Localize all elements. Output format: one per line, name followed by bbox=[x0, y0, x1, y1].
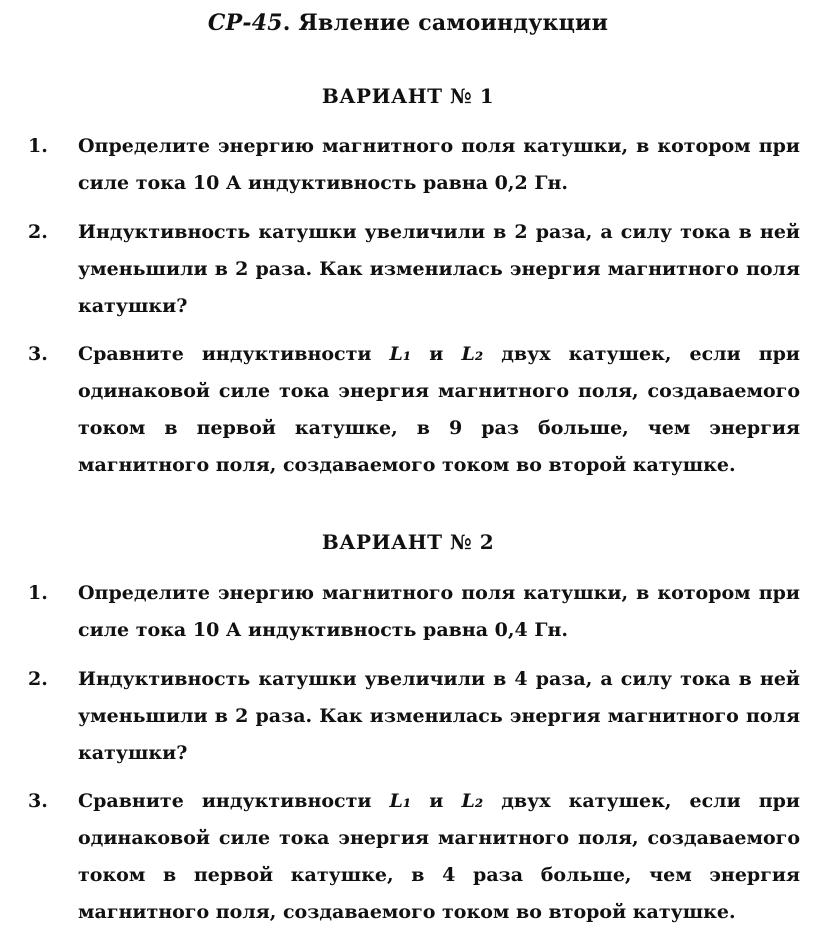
page-title bbox=[0, 10, 816, 36]
problem-text: Определите энергию магнитного поля катушки, в котором при силе тока 10 А индуктивность равна 0,4 Гн. bbox=[78, 582, 800, 641]
variant-2-heading: ВАРИАНТ № 2 bbox=[321, 530, 495, 554]
inductance-l2: L₂ bbox=[461, 343, 484, 365]
inductance-l1: L₁ bbox=[389, 343, 412, 365]
problem-text: Определите энергию магнитного поля катушки, в котором при силе тока 10 А индуктивность равна 0,2 Гн. bbox=[78, 135, 800, 194]
problem-text-and: и bbox=[411, 343, 462, 365]
problem-number: 2. bbox=[28, 668, 48, 690]
problem-text: Индуктивность катушки увеличили в 2 раза, а силу тока в ней уменьшили в 2 раза. Как изменилась энергия магнитного поля катушки? bbox=[78, 221, 800, 317]
problem-text-before: Сравните индуктивности bbox=[78, 343, 390, 365]
problem-number: 2. bbox=[28, 221, 48, 243]
variant-2-problem-3 bbox=[28, 783, 800, 931]
problem-number: 3. bbox=[28, 343, 48, 365]
variant-1-heading: ВАРИАНТ № 1 bbox=[321, 84, 495, 108]
problem-text-before: Сравните индуктивности bbox=[78, 790, 390, 812]
variant-2-problem-1 bbox=[28, 575, 800, 649]
problem-text-after: двух катушек, если при одинаковой силе тока энергия магнитного поля, создаваемого током в первой катушке, в 9 раз больше, чем энергия магнитного поля, создаваемого током во второй катушке. bbox=[78, 343, 801, 476]
worksheet-topic: . Явление самоиндукции bbox=[282, 10, 609, 36]
problem-number: 1. bbox=[28, 582, 48, 604]
variant-2-problem-2 bbox=[28, 661, 800, 772]
problem-text-after: двух катушек, если при одинаковой силе тока энергия магнитного поля, создаваемого током в первой катушке, в 4 раза больше, чем энергия магнитного поля, создаваемого током во второй катушке. bbox=[78, 790, 801, 923]
inductance-l2: L₂ bbox=[461, 790, 484, 812]
variant-1-problem-1 bbox=[28, 128, 800, 202]
problem-text-and: и bbox=[411, 790, 462, 812]
variant-1-problem-3 bbox=[28, 336, 800, 484]
problem-text bbox=[78, 336, 800, 484]
inductance-l1: L₁ bbox=[389, 790, 412, 812]
problem-text bbox=[78, 783, 800, 931]
problem-text: Индуктивность катушки увеличили в 4 раза, а силу тока в ней уменьшили в 2 раза. Как изменилась энергия магнитного поля катушки? bbox=[78, 668, 800, 764]
problem-number: 1. bbox=[28, 135, 48, 157]
worksheet-code: СР-45 bbox=[207, 10, 283, 36]
problem-number: 3. bbox=[28, 790, 48, 812]
variant-1-problem-2 bbox=[28, 214, 800, 325]
